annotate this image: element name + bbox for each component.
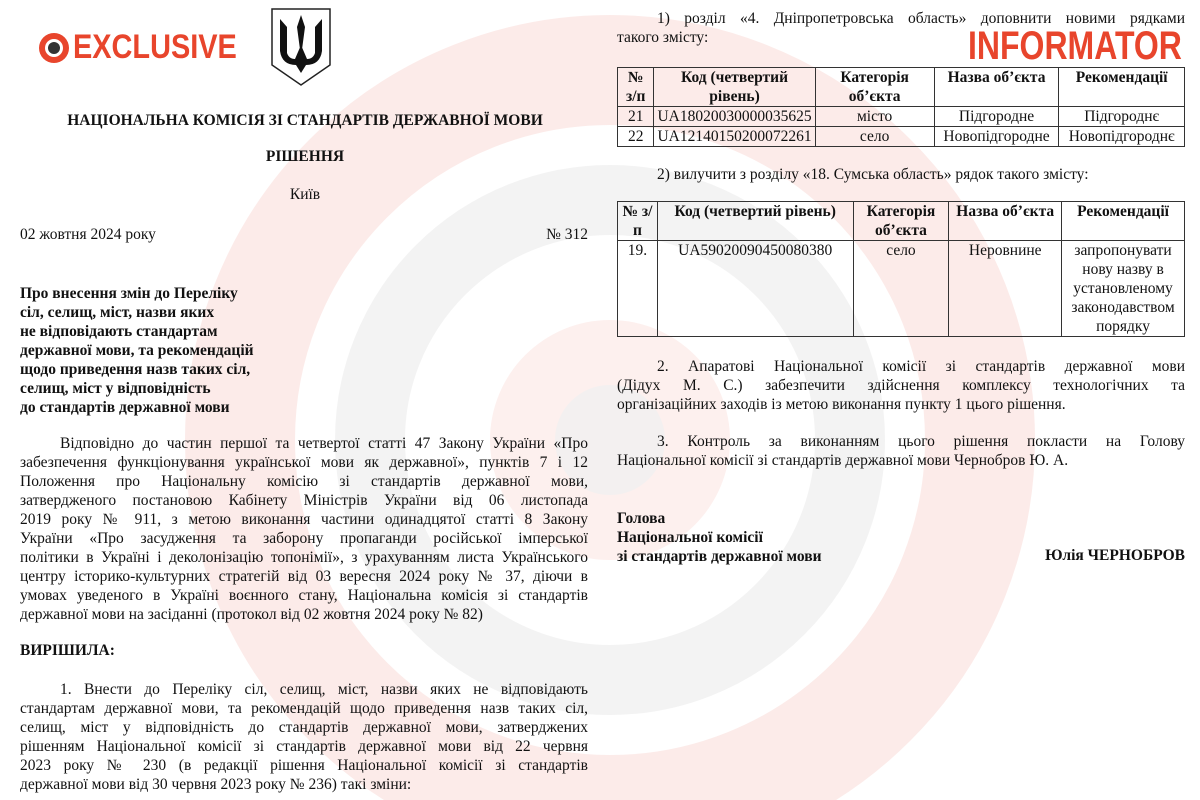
text-line: державної мови, та рекомендацій — [20, 342, 254, 359]
table-row — [618, 127, 1185, 147]
table-header-row — [618, 68, 1185, 107]
text-line: Про внесення змін до Переліку — [20, 285, 238, 302]
signature-line: Національної комісії — [617, 529, 763, 546]
table-cell: село — [815, 127, 934, 147]
table-row — [618, 107, 1185, 127]
subject-heading — [20, 284, 254, 417]
item-2-paragraph — [617, 357, 1185, 414]
org-title: НАЦІОНАЛЬНА КОМІСІЯ ЗІ СТАНДАРТІВ ДЕРЖАВНОЇ МОВИ — [67, 112, 543, 129]
text-line: організаційних заходів із метою виконання пункту 1 цього рішення. — [617, 396, 1066, 413]
table-cell: UA12140150200072261 — [654, 127, 815, 147]
column-header: № з/п — [618, 202, 658, 241]
text-line: 2. Апаратові Національної комісії зі стандартів державної мови — [657, 358, 1185, 375]
text-line: Відповідно до частин першої та четвертої статті 47 Закону України «Про — [60, 435, 588, 452]
text-line: політики в Україні і деколонізацію топонімії», з урахуванням листа Українського — [20, 549, 588, 566]
text-line: державної мови від 30 червня 2023 року № 236) такі зміни: — [20, 776, 412, 793]
text-line: Національної комісії зі стандартів державної мови Чернобров Ю. А. — [617, 452, 1069, 469]
signature-title — [617, 509, 822, 566]
column-header: Назва об’єкта — [949, 202, 1062, 241]
text-line: щодо приведення назв таких сіл, — [20, 361, 251, 378]
column-header: Код (четвертий рівень) — [654, 68, 815, 107]
table-cell: Неровнине — [949, 241, 1062, 337]
table-cell: UA18020030000035625 — [654, 107, 815, 127]
table-cell: Підгородне — [934, 107, 1059, 127]
column-header: Рекомендації — [1062, 202, 1185, 241]
text-line: затвердженого постановою Кабінету Міністрів України від 06 листопада — [20, 492, 588, 509]
subitem-1-paragraph — [617, 9, 1185, 47]
text-line: 2023 року № 230 (в редакції рішення Національної комісії зі стандартів — [20, 757, 588, 774]
text-line: до стандартів державної мови — [20, 399, 230, 416]
subitem-2-paragraph: 2) вилучити з розділу «18. Сумська область» рядок такого змісту: — [657, 166, 1089, 183]
informator-logo: INFORMATOR — [968, 24, 1182, 68]
table-additions — [617, 67, 1185, 147]
table-cell: Підгороднє — [1059, 107, 1185, 127]
signature-name: Юлія ЧЕРНОБРОВ — [1045, 547, 1185, 564]
item-1-paragraph — [20, 680, 588, 794]
table-cell: село — [853, 241, 949, 337]
exclusive-logo: EXCLUSIVE — [38, 28, 266, 67]
table-cell: 22 — [618, 127, 654, 147]
table-cell: 21 — [618, 107, 654, 127]
table-row — [618, 241, 1185, 337]
table-cell: запропонувати нову назву в установленому законодавством порядку — [1062, 241, 1185, 337]
table-cell: 19. — [618, 241, 658, 337]
trident-icon — [270, 7, 332, 87]
item-3-paragraph — [617, 432, 1185, 470]
text-line: (Дідух М. С.) забезпечити здійснення комплексу технологічних та — [617, 377, 1185, 394]
text-line: умовах уведеного в Україні воєнного стану, Національна комісія зі стандартів — [20, 587, 588, 604]
text-line: селищ, міст у відповідність — [20, 380, 211, 397]
table-cell: Новопідгородне — [934, 127, 1059, 147]
table-cell: UA59020090450080380 — [657, 241, 853, 337]
column-header: Назва об’єкта — [934, 68, 1059, 107]
signature-line: зі стандартів державної мови — [617, 548, 822, 565]
preamble-paragraph — [20, 434, 588, 624]
table-cell: місто — [815, 107, 934, 127]
text-line: 1. Внести до Переліку сіл, селищ, міст, назви яких не відповідають — [60, 681, 588, 698]
text-line: такого змісту: — [617, 29, 709, 46]
city: Київ — [289, 186, 321, 203]
doc-number: № 312 — [546, 226, 588, 243]
text-line: сіл, селищ, міст, назви яких — [20, 304, 215, 321]
column-header: Код (четвертий рівень) — [657, 202, 853, 241]
column-header: Рекомендації — [1059, 68, 1185, 107]
text-line: Положення про Національну комісію зі стандартів державної мови, — [20, 473, 588, 490]
text-line: не відповідають стандартам — [20, 323, 218, 340]
table-cell: Новопідгороднє — [1059, 127, 1185, 147]
decided-heading: ВИРІШИЛА: — [20, 642, 115, 659]
text-line: державної мови на засіданні (протокол від 02 жовтня 2024 року № 82) — [20, 606, 483, 623]
doc-date: 02 жовтня 2024 року — [20, 226, 156, 243]
text-line: забезпечення функціонування української мови як державної», пунктів 7 і 12 — [20, 454, 588, 471]
text-line: стандартам державної мови, та рекомендацій щодо приведення назв таких сіл, — [20, 700, 588, 717]
table-header-row — [618, 202, 1185, 241]
text-line: 2019 року № 911, з метою виконання частини одинадцятої статті 8 Закону — [20, 511, 588, 528]
text-line: України «Про засудження та заборону пропаганди російської імперської — [20, 530, 588, 547]
text-line: 1) розділ «4. Дніпропетровська область» доповнити новими рядками — [657, 10, 1185, 27]
text-line: рішенням Національної комісії зі стандартів державної мови від 22 червня — [20, 738, 588, 755]
text-line: центру історико-культурних стратегій від 03 вересня 2024 року № 37, діючи в — [20, 568, 588, 585]
signature-line: Голова — [617, 510, 666, 527]
text-line: селищ, міст у відповідність до стандартів державної мови, затверджених — [20, 719, 588, 736]
column-header: Категорія об’єкта — [815, 68, 934, 107]
eye-icon — [38, 32, 70, 64]
column-header: № з/п — [618, 68, 654, 107]
doc-type: РІШЕННЯ — [265, 148, 345, 165]
text-line: 3. Контроль за виконанням цього рішення покласти на Голову — [657, 433, 1185, 450]
column-header: Категорія об’єкта — [853, 202, 949, 241]
table-removals — [617, 201, 1185, 337]
